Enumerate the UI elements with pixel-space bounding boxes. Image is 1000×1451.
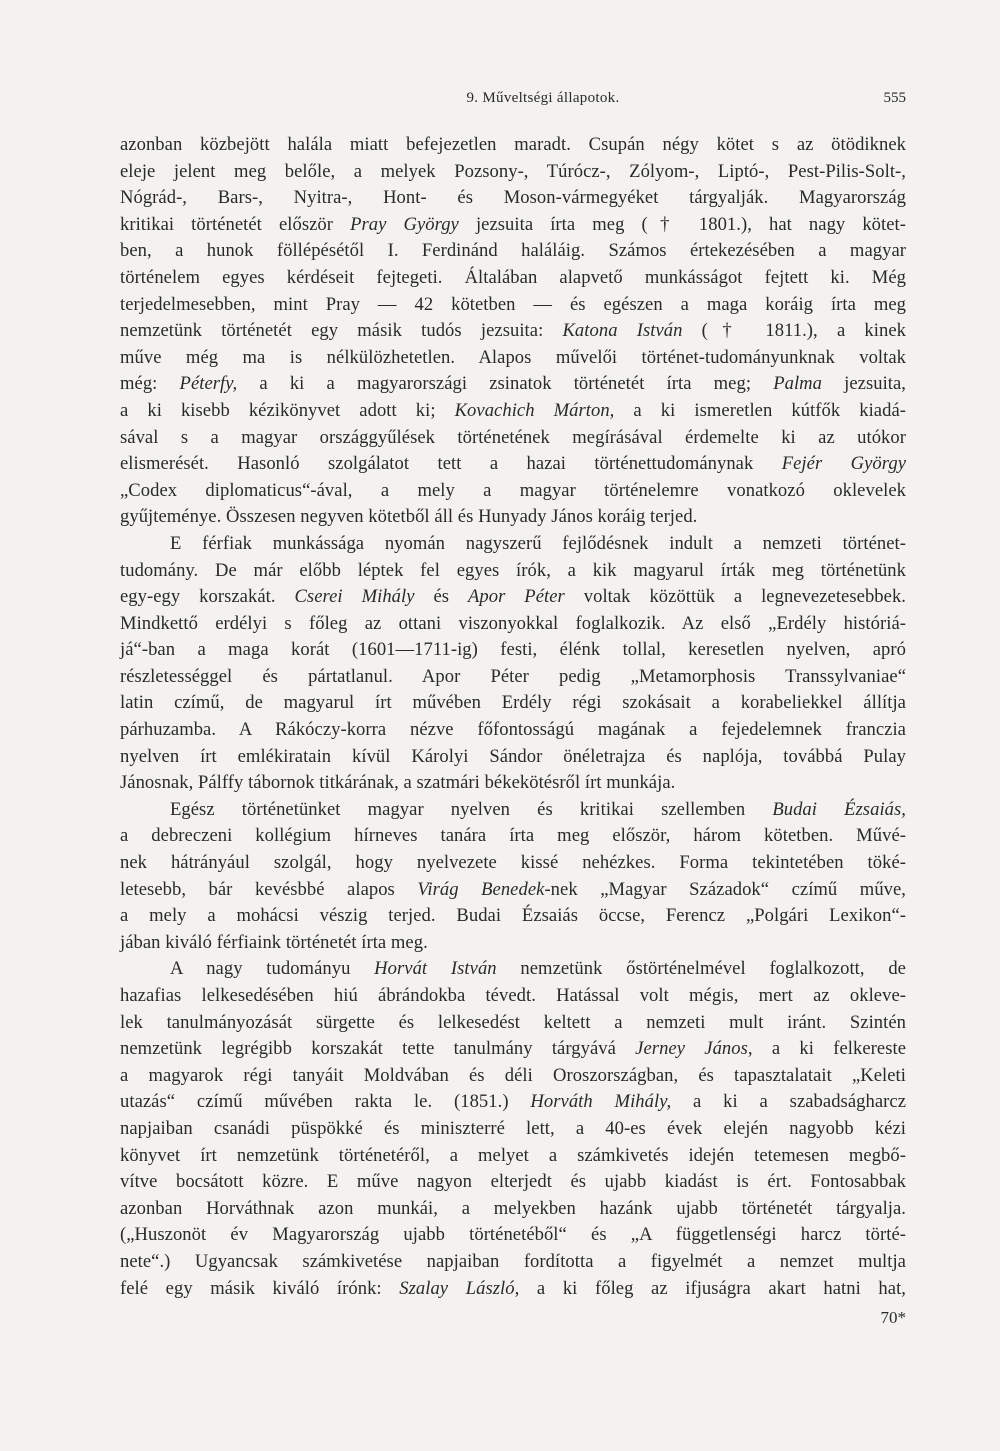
italic-name: Horvát István (374, 958, 497, 980)
text-line (120, 1276, 906, 1303)
text-line (120, 1063, 906, 1090)
text-segment: a mely a mohácsi vészig terjed. Budai Ézsaiás öccse, Ferencz „Polgári Lexikon“- (120, 905, 906, 927)
italic-name: Horváth Mihály, (530, 1091, 672, 1113)
text-segment: nyelven írt emlékiratain kívül Károlyi Sándor önéletrajza és naplója, továbbá Pulay (120, 745, 906, 767)
text-segment: napjaiban csanádi püspökké és miniszterré lett, a 40-es évek elején nagyobb kézi (120, 1117, 906, 1139)
text-line (120, 425, 906, 452)
text-segment: E férfiak munkássága nyomán nagyszerű fejlődésnek indult a nemzeti történet- (170, 532, 906, 554)
text-line (120, 1089, 906, 1116)
text-line (120, 504, 906, 531)
text-line (120, 345, 906, 372)
text-segment: a ki főleg az ifjuságra akart hatni hat, (519, 1277, 906, 1299)
text-segment: („Huszonöt év Magyarország ujabb történetéből“ és „A függetlenségi harcz törté- (120, 1224, 906, 1246)
italic-name: Budai Ézsaiás, (772, 798, 906, 820)
text-segment: ben, a hunok föllépésétől I. Ferdinánd haláláig. Számos értekezésében a magyar (120, 240, 906, 262)
page-header (120, 90, 906, 114)
text-segment: terjedelmesebben, mint Pray — 42 kötetben — és egészen a maga koráig írta meg (120, 293, 906, 315)
text-line (120, 1116, 906, 1143)
text-line (120, 823, 906, 850)
text-segment: párhuzamba. A Rákóczy-korra nézve főfontosságú magának a fejedelemnek franczia (120, 719, 906, 741)
text-segment: tudomány. De már előbb léptek fel egyes írók, a kik magyarul írták meg történetünk (120, 559, 906, 581)
text-line (120, 159, 906, 186)
text-line (120, 850, 906, 877)
text-segment: nek hátrányául szolgál, hogy nyelvezete kissé nehézkes. Forma tekintetében töké- (120, 852, 906, 874)
italic-name: Cserei Mihály (294, 586, 415, 608)
text-line (120, 664, 906, 691)
text-line (120, 1249, 906, 1276)
text-segment: eleje jelent meg belőle, a melyek Pozsony-, Túrócz-, Zólyom-, Liptó-, Pest-Pilis-Solt-, (120, 160, 906, 182)
text-line (120, 398, 906, 425)
text-line (120, 212, 906, 239)
running-title: 9. Műveltségi állapotok. (466, 90, 620, 106)
text-line (120, 1143, 906, 1170)
text-line (120, 717, 906, 744)
italic-name: Palma (773, 373, 822, 395)
text-segment: a magyarok régi tanyáit Moldvában és déli Oroszországban, és tapasztalatait „Keleti (120, 1064, 906, 1086)
text-line (120, 1169, 906, 1196)
text-segment: nemzetünk őstörténelmével foglalkozott, de (496, 958, 906, 980)
text-segment: jezsuita, (821, 373, 907, 395)
text-segment: gyűjteménye. Összesen negyven kötetből áll és Hunyady János koráig terjed. (120, 506, 698, 528)
text-segment: Egész történetünket magyar nyelven és kritikai szellemben (170, 798, 773, 820)
italic-name: Szalay László, (399, 1277, 520, 1299)
printer-signature: 70* (880, 1308, 906, 1327)
italic-name: Jerney János, (635, 1038, 753, 1060)
italic-name: Pray György (350, 213, 459, 235)
text-line (120, 265, 906, 292)
text-segment: já“-ban a maga korát (1601—1711-ig) festi, élénk tollal, keresetlen nyelven, apró (120, 639, 906, 661)
text-segment: letesebb, bár kevésbbé alapos (120, 878, 418, 900)
text-segment: történelem egyes kérdéseit fejtegeti. Általában alapvető munkásságot fejtett ki. Még (120, 266, 906, 288)
text-segment: még: (120, 373, 180, 395)
text-segment: latin czímű, de magyarul írt művében Erdély régi szokásait a korabeliekkel állítja (120, 692, 906, 714)
text-segment: lek tanulmányozását sürgette és lelkesedést keltett a nemzeti mult iránt. Szintén (120, 1011, 906, 1033)
text-segment: a ki a szabadságharcz (671, 1091, 906, 1113)
text-segment: felé egy másik kiváló írónk: (120, 1277, 400, 1299)
text-segment: egy-egy korszakát. (120, 586, 295, 608)
text-segment: részletességgel és pártatlanul. Apor Péter pedig „Metamorphosis Transsylvaniae“ (120, 665, 906, 687)
text-line (120, 744, 906, 771)
text-line (120, 797, 906, 824)
text-segment: kritikai történetét először (120, 213, 351, 235)
text-segment: a ki a magyarországi zsinatok történetét írta meg; (237, 373, 774, 395)
text-segment: a ki ismeretlen kútfők kiadá- (614, 399, 907, 421)
text-segment: Jánosnak, Pálffy tábornok titkárának, a szatmári békekötésről írt munkája. (120, 772, 676, 794)
italic-name: Katona István (562, 320, 683, 342)
italic-name: Apor Péter (468, 586, 565, 608)
text-line (120, 930, 906, 957)
italic-name: Fejér György (781, 453, 906, 475)
text-segment: nete“.) Ugyancsak számkivetése napjaiban fordította a figyelmét a nemzet multja (120, 1250, 906, 1272)
text-line (120, 611, 906, 638)
text-segment: könyvet írt nemzetünk történetéről, a melyet a számkivetés idején tetemesen megbő- (120, 1144, 906, 1166)
text-line (120, 132, 906, 159)
text-line (120, 531, 906, 558)
text-segment: hazafias lelkesedésében hiú ábrándokba tévedt. Hatással volt mégis, mert az okleve- (120, 985, 906, 1006)
body-text (120, 132, 906, 1302)
text-line (120, 983, 906, 1010)
text-segment: voltak közöttük a legnevezetesebbek. (564, 586, 906, 608)
text-line (120, 584, 906, 611)
text-segment: műve még ma is nélkülözhetetlen. Alapos művelői történet-tudományunknak voltak (120, 346, 906, 368)
text-segment: „Codex diplomaticus“-ával, a mely a magyar történelemre vonatkozó oklevelek (120, 479, 906, 501)
text-segment: Nógrád-, Bars-, Nyitra-, Hont- és Moson-vármegyéket tárgyalják. Magyarország (120, 187, 906, 209)
text-line (120, 1010, 906, 1037)
text-segment: Mindkettő erdélyi s főleg az ottani viszonyokkal foglalkozik. Az első „Erdély históriá- (120, 612, 906, 634)
text-line (120, 451, 906, 478)
text-segment: sával s a magyar országgyűlések történetének megírásával érdemelte ki az utókor (120, 426, 906, 448)
text-segment: A nagy tudományu (170, 958, 375, 980)
text-line (120, 877, 906, 904)
text-line (120, 956, 906, 983)
text-line (120, 238, 906, 265)
text-segment: a debreczeni kollégium hírneves tanára írta meg először, három kötetben. Művé- (120, 825, 906, 847)
text-line (120, 318, 906, 345)
italic-name: Péterfy, (179, 373, 238, 395)
text-segment: nemzetünk történetét egy másik tudós jezsuita: (120, 320, 563, 342)
page-number: 555 (883, 90, 906, 106)
text-segment: azonban Horváthnak azon munkái, a melyekben hazánk ujabb történetét tárgyalja. (120, 1197, 906, 1219)
text-segment: elismerését. Hasonló szolgálatot tett a hazai történettudománynak (120, 453, 782, 475)
text-line (120, 185, 906, 212)
text-segment: és (414, 586, 468, 608)
text-line (120, 770, 906, 797)
italic-name: Virág Benedek (417, 878, 545, 900)
text-line (120, 1196, 906, 1223)
text-line (120, 292, 906, 319)
text-line (120, 1036, 906, 1063)
text-line (120, 371, 906, 398)
text-line (120, 690, 906, 717)
text-line (120, 478, 906, 505)
text-line (120, 558, 906, 585)
italic-name: Kovachich Márton, (454, 399, 615, 421)
text-line (120, 1222, 906, 1249)
text-segment: utazás“ czímű művében rakta le. (1851.) (120, 1091, 531, 1113)
text-segment: a ki felkereste (752, 1038, 906, 1060)
text-line (120, 637, 906, 664)
text-segment: azonban közbejött halála miatt befejezetlen maradt. Csupán négy kötet s az ötödiknek (120, 134, 906, 155)
text-segment: -nek „Magyar Századok“ czímű műve, (544, 878, 907, 900)
text-line (120, 903, 906, 930)
text-segment: († 1811.), a kinek (682, 320, 906, 342)
text-segment: nemzetünk legrégibb korszakát tette tanulmány tárgyává (120, 1038, 636, 1060)
text-segment: jában kiváló férfiaink történetét írta meg. (120, 931, 428, 953)
text-segment: a ki kisebb kézikönyvet adott ki; (120, 399, 455, 421)
text-segment: vítve bocsátott közre. E műve nagyon elterjedt és ujabb kiadást is ért. Fontosabbak (120, 1171, 906, 1193)
text-segment: jezsuita írta meg († 1801.), hat nagy kötet- (458, 213, 907, 235)
